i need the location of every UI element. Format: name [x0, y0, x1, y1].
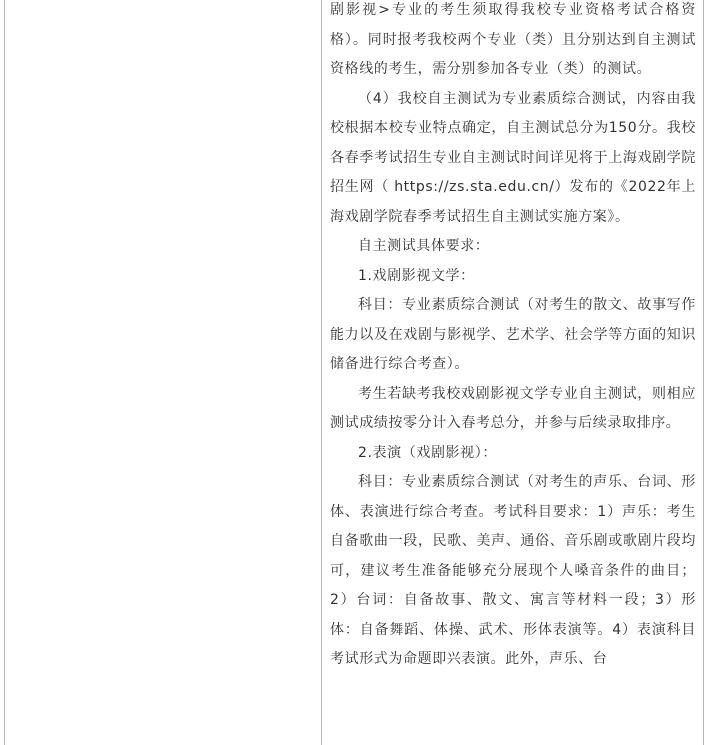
paragraph-self-test-overview: （4）我校自主测试为专业素质综合测试，内容由我校根据本校专业特点确定，自主测试总分为150分。我校各春季考试招生专业自主测试时间详见将于上海戏剧学院招生网（ https://zs.sta.edu.cn/）发布的《2022年上海戏剧学院春季考试招生自主测试实施方案》。	[330, 90, 696, 225]
paragraph-drama-literature-heading: 1.戏剧影视文学：	[358, 267, 475, 284]
table-right-cell	[322, 0, 704, 745]
paragraph-drama-literature-subject: 科目：专业素质综合测试（对考生的散文、故事写作能力以及在戏剧与影视学、艺术学、社会学等方面的知识储备进行综合考查）。	[330, 297, 696, 372]
paragraph-qualification-requirement: 剧影视>专业的考生须取得我校专业资格考试合格资格）。同时报考我校两个专业（类）且分别达到自主测试资格线的考生，需分别参加各专业（类）的测试。	[330, 2, 696, 77]
paragraph-drama-literature-absence: 考生若缺考我校戏剧影视文学专业自主测试，则相应测试成绩按零分计入春考总分，并参与后续录取排序。	[330, 385, 696, 431]
admission-text-body	[330, 0, 696, 675]
table-left-cell	[4, 0, 322, 745]
paragraph-requirements-heading: 自主测试具体要求：	[358, 238, 490, 254]
paragraph-acting-subject: 科目：专业素质综合测试（对考生的声乐、台词、形体、表演进行综合考查。考试科目要求：1）声乐：考生自备歌曲一段，民歌、美声、通俗、音乐剧或歌剧片段均可，建议考生准备能够充分展现个人嗓音条件的曲目；2）台词：自备故事、散文、寓言等材料一段；3）形体：自备舞蹈、体操、武术、形体表演等。4）表演科目考试形式为命题即兴表演。此外，声乐、台	[330, 474, 696, 667]
paragraph-acting-heading: 2.表演（戏剧影视）：	[358, 444, 497, 461]
